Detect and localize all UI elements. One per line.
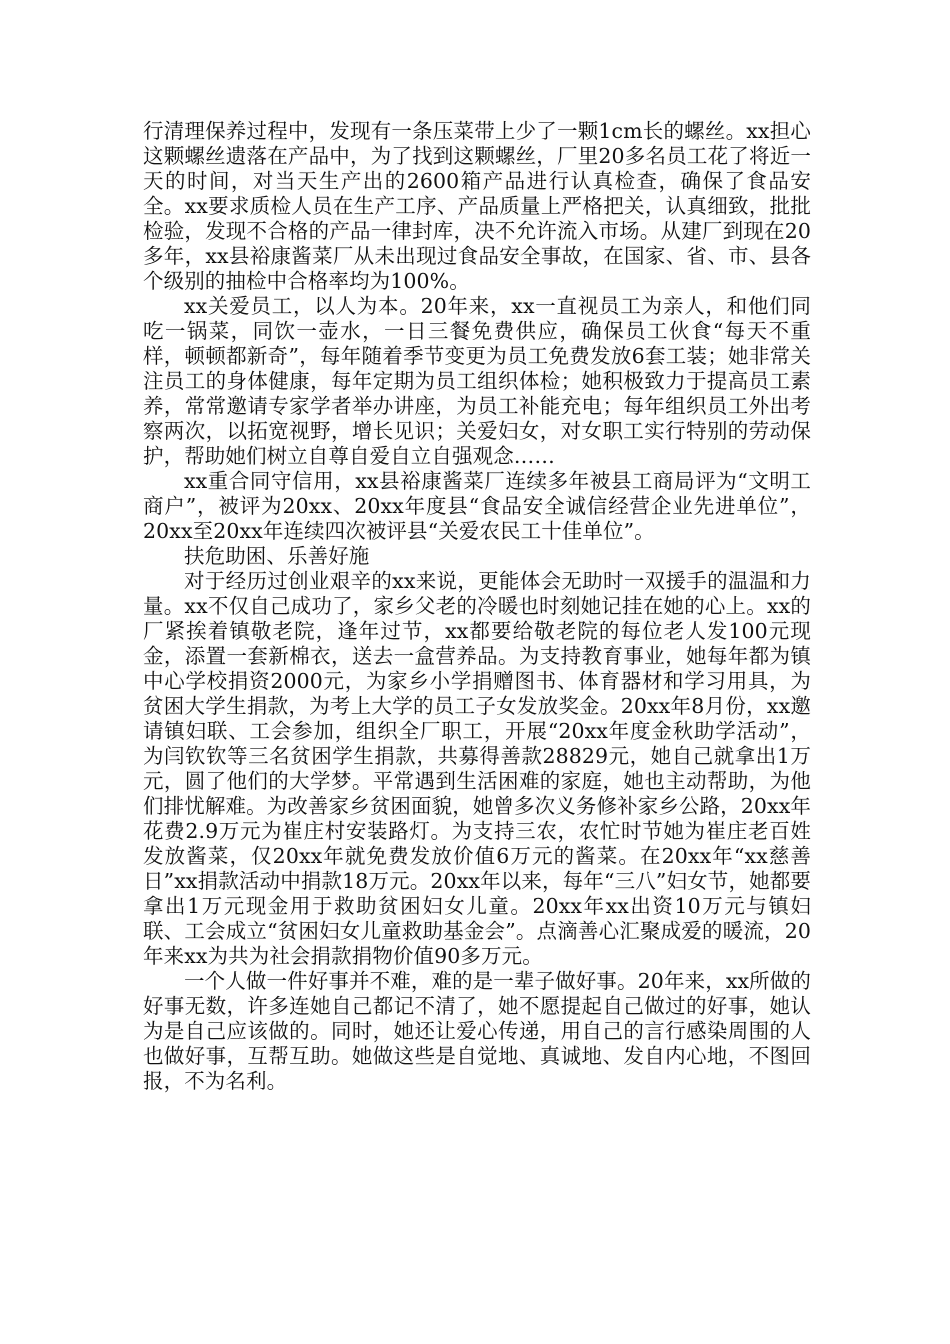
paragraph-credit-honors: xx重合同守信用，xx县裕康酱菜厂连续多年被县工商局评为“文明工商户”，被评为20xx、20xx年度县“食品安全诚信经营企业先进单位”，20xx至20xx年连续四次被评县“关爱农民工十佳单位”。 — [143, 469, 811, 543]
paragraph-lifelong-good-deeds: 一个人做一件好事并不难，难的是一辈子做好事。20年来，xx所做的好事无数，许多连她自己都记不清了，她不愿提起自己做过的好事，她认为是自己应该做的。同时，她还让爱心传递，用自己的言行感染周围的人也做好事，互帮互助。她做这些是自觉地、真诚地、发自内心地，不图回报，不为名利。 — [143, 969, 811, 1093]
section-heading-charity: 扶危助困、乐善好施 — [184, 544, 370, 568]
paragraph-quality-safety: 行清理保养过程中，发现有一条压菜带上少了一颗1cm长的螺丝。xx担心这颗螺丝遗落在产品中，为了找到这颗螺丝，厂里20多名员工花了将近一天的时间，对当天生产出的2600箱产品进行认真检查，确保了食品安全。xx要求质检人员在生产工序、产品质量上严格把关，认真细致，批批检验，发现不合格的产品一律封库，决不允许流入市场。从建厂到现在20多年，xx县裕康酱菜厂从未出现过食品安全事故，在国家、省、市、县各个级别的抽检中合格率均为100%。 — [143, 119, 811, 293]
paragraph-charity-details: 对于经历过创业艰辛的xx来说，更能体会无助时一双援手的温温和力量。xx不仅自己成功了，家乡父老的冷暖也时刻她记挂在她的心上。xx的厂紧挨着镇敬老院，逢年过节，xx都要给敬老院的每位老人发100元现金，添置一套新棉衣，送去一盒营养品。为支持教育事业，她每年都为镇中心学校捐资2000元，为家乡小学捐赠图书、体育器材和学习用具，为贫困大学生捐款，为考上大学的员工子女发放奖金。20xx年8月份，xx邀请镇妇联、工会参加，组织全厂职工，开展“20xx年度金秋助学活动”，为闫钦钦等三名贫困学生捐款，共募得善款28829元，她自己就拿出1万元，圆了他们的大学梦。平常遇到生活困难的家庭，她也主动帮助，为他们排忧解难。为改善家乡贫困面貌，她曾多次义务修补家乡公路，20xx年花费2.9万元为崔庄村安装路灯。为支持三农，农忙时节她为崔庄老百姓发放酱菜，仅20xx年就免费发放价值6万元的酱菜。在20xx年“xx慈善日”xx捐款活动中捐款18万元。20xx年以来，每年“三八”妇女节，她都要拿出1万元现金用于救助贫困妇女儿童。20xx年xx出资10万元与镇妇联、工会成立“贫困妇女儿童救助基金会”。点滴善心汇聚成爱的暖流，20年来xx为共为社会捐款捐物价值90多万元。 — [143, 569, 811, 968]
document-body — [143, 119, 811, 1094]
paragraph-employee-care: xx关爱员工，以人为本。20年来，xx一直视员工为亲人，和他们同吃一锅菜，同饮一壶水，一日三餐免费供应，确保员工伙食“每天不重样，顿顿都新奇”，每年随着季节变更为员工免费发放6套工装；她非常关注员工的身体健康，每年定期为员工组织体检；她积极致力于提高员工素养，常常邀请专家学者举办讲座，为员工补能充电；每年组织员工外出考察两次，以拓宽视野，增长见识；关爱妇女，对女职工实行特别的劳动保护，帮助她们树立自尊自爱自立自强观念…… — [143, 294, 811, 468]
